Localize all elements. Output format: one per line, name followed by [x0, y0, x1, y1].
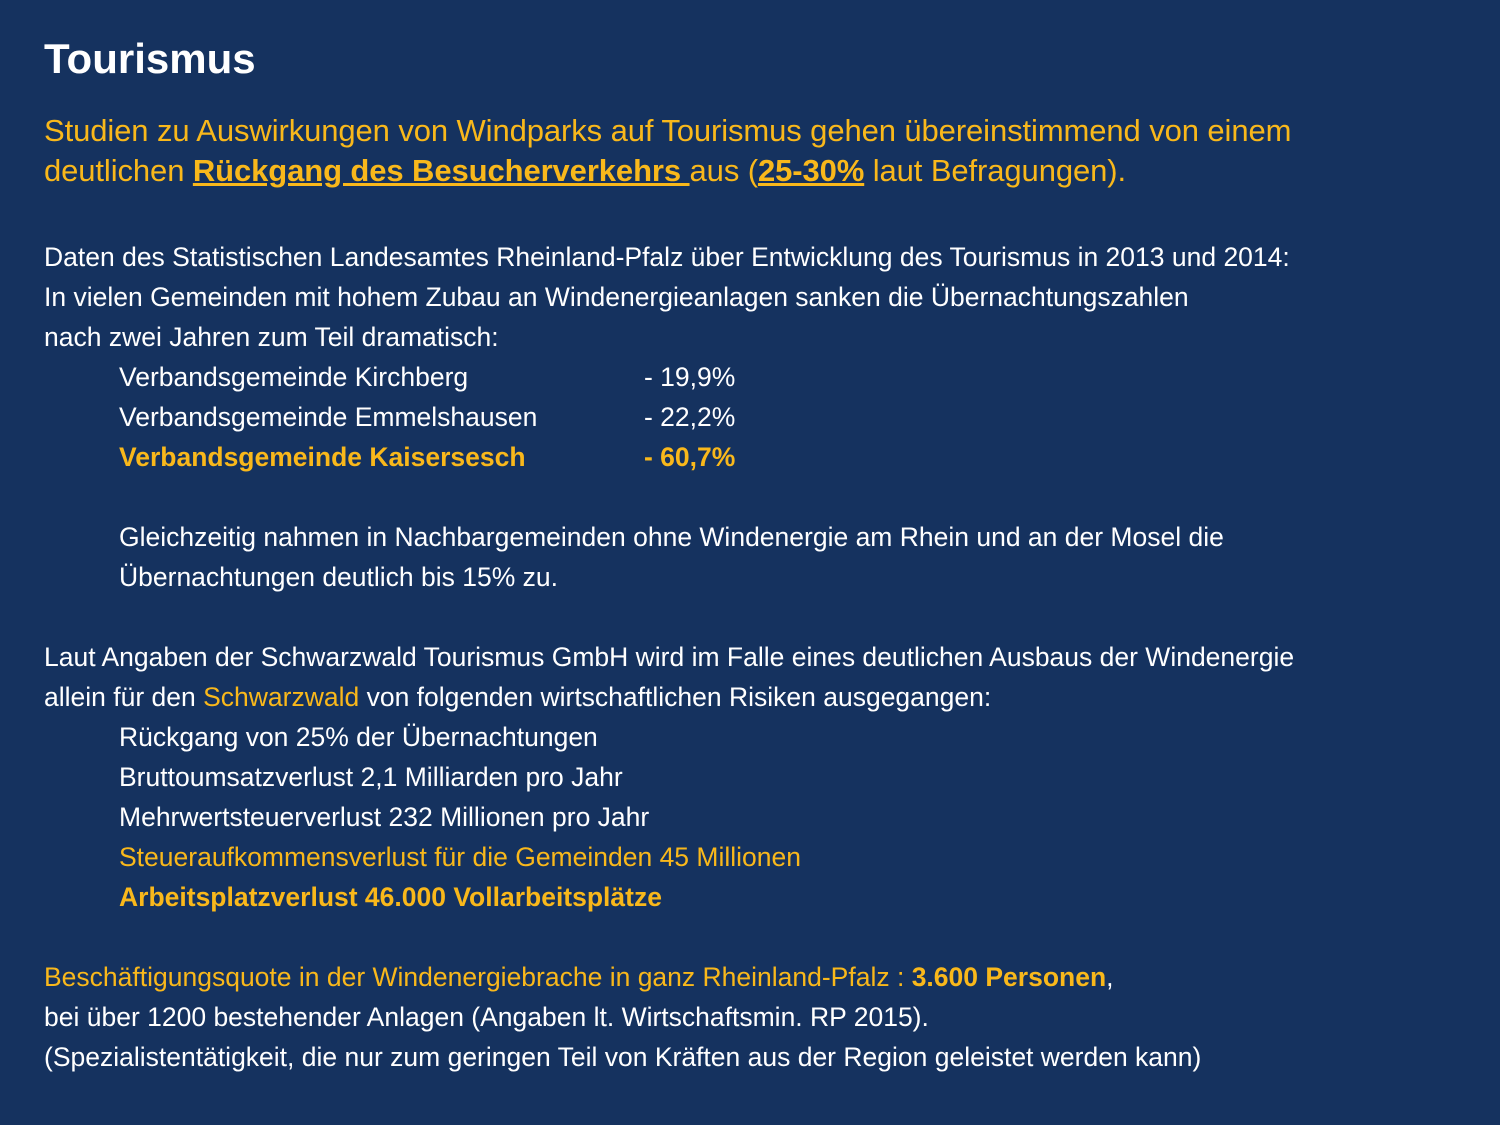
- lead-highlight-percent: 25-30%: [757, 153, 865, 188]
- spacer: [44, 597, 1494, 637]
- employment-line-2: bei über 1200 bestehender Anlagen (Angaben lt. Wirtschaftsmin. RP 2015).: [44, 1002, 929, 1032]
- risk-item: Rückgang von 25% der Übernachtungen: [119, 722, 598, 752]
- page-title: Tourismus: [44, 35, 256, 82]
- spacer: [44, 477, 1494, 517]
- stat-intro-line-1: Daten des Statistischen Landesamtes Rheinland-Pfalz über Entwicklung des Tourismus in 2013 und 2014:: [44, 242, 1290, 272]
- schwarzwald-text: von folgenden wirtschaftlichen Risiken ausgegangen:: [359, 682, 992, 712]
- stat-intro-line-3: nach zwei Jahren zum Teil dramatisch:: [44, 322, 499, 352]
- employment-line-1: [44, 957, 1494, 997]
- lead-text: laut Befragungen).: [864, 153, 1127, 188]
- employment-count: 3.600 Personen: [911, 962, 1107, 992]
- lead-line-1: Studien zu Auswirkungen von Windparks auf Tourismus gehen übereinstimmend von einem: [44, 113, 1292, 148]
- schwarzwald-text: allein für den: [44, 682, 204, 712]
- lead-text: deutlichen: [44, 153, 193, 188]
- risk-item-highlight: Steueraufkommensverlust für die Gemeinden 45 Millionen: [119, 842, 801, 872]
- employment-text: ,: [1106, 962, 1114, 992]
- municipality-name: Verbandsgemeinde Kaisersesch: [119, 442, 526, 472]
- employment-text: Beschäftigungsquote in der Windenergiebrache in ganz Rheinland-Pfalz :: [44, 962, 912, 992]
- municipality-row-kirchberg: [44, 357, 1494, 397]
- schwarzwald-line-1: Laut Angaben der Schwarzwald Tourismus GmbH wird im Falle eines deutlichen Ausbaus der Windenergie: [44, 642, 1295, 672]
- municipality-name: Verbandsgemeinde Emmelshausen: [119, 402, 538, 432]
- stat-intro-line-2: In vielen Gemeinden mit hohem Zubau an Windenergieanlagen sanken die Übernachtungszahlen: [44, 282, 1189, 312]
- schwarzwald-highlight: Schwarzwald: [203, 682, 360, 712]
- lead-paragraph: [44, 108, 1291, 188]
- lead-text: aus (: [689, 153, 758, 188]
- lead-highlight-decline: Rückgang des Besucherverkehrs: [192, 153, 690, 188]
- neighbor-note-line-1: Gleichzeitig nahmen in Nachbargemeinden ohne Windenergie am Rhein und an der Mosel die: [119, 522, 1224, 552]
- schwarzwald-line-2: [44, 677, 1494, 717]
- lead-line-2: [44, 148, 1291, 188]
- municipality-row-emmelshausen: [44, 397, 1494, 437]
- risk-item: Bruttoumsatzverlust 2,1 Milliarden pro Jahr: [119, 762, 623, 792]
- risk-item: Mehrwertsteuerverlust 232 Millionen pro Jahr: [119, 802, 650, 832]
- municipality-value: - 22,2%: [644, 402, 736, 432]
- spacer: [44, 917, 1494, 957]
- municipality-value: - 19,9%: [644, 362, 736, 392]
- neighbor-note-line-2: Übernachtungen deutlich bis 15% zu.: [119, 562, 559, 592]
- body-text: [44, 237, 1494, 1077]
- municipality-row-kaisersesch: [44, 437, 1494, 477]
- municipality-value: - 60,7%: [644, 442, 736, 472]
- risk-item-highlight-bold: Arbeitsplatzverlust 46.000 Vollarbeitsplätze: [119, 882, 662, 912]
- employment-line-3: (Spezialistentätigkeit, die nur zum geringen Teil von Kräften aus der Region geleistet werden kann): [44, 1042, 1202, 1072]
- municipality-name: Verbandsgemeinde Kirchberg: [119, 362, 469, 392]
